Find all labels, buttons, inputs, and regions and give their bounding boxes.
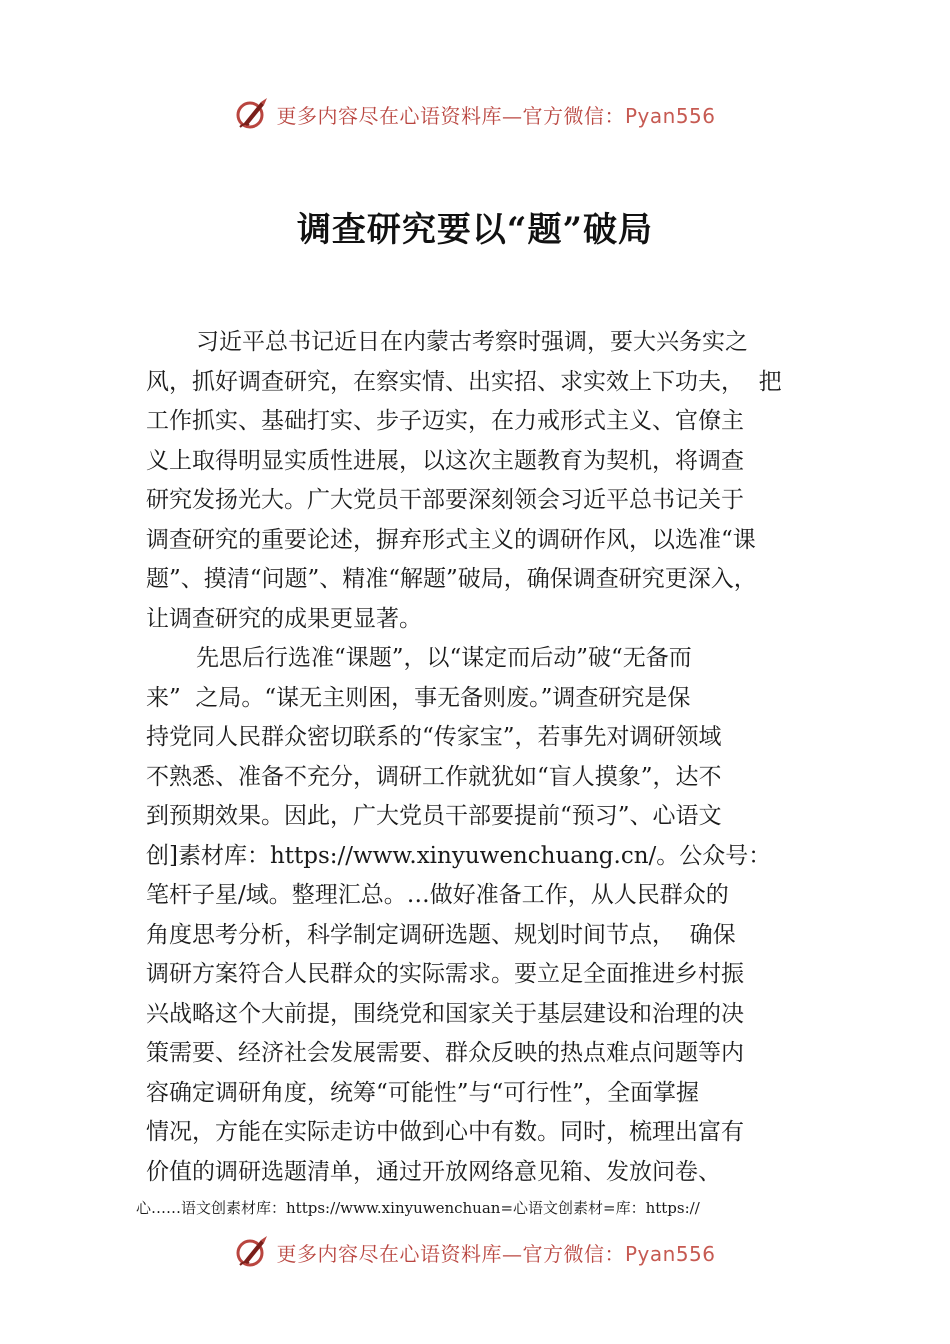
text-line: 情况，方能在实际走访中做到心中有数。同时，梳理出富有 (146, 1119, 744, 1145)
text-line: 调查研究的重要论述，摒弃形式主义的调研作风，以选准“课 (146, 526, 756, 553)
text-line: 题”、摸清“问题”、精准“解题”破局，确保调查研究更深入， (146, 566, 757, 592)
banner-text (276, 100, 715, 129)
text-line: 兴战略这个大前提，围绕党和国家关于基层建设和治理的决 (146, 1000, 744, 1027)
text-line: 创]素材库：https://www.xinyuwenchuang.cn/。公众号： (146, 842, 772, 869)
text-line: 让调查研究的成果更显著。 (146, 605, 422, 632)
quill-pen-logo-icon (234, 1234, 270, 1270)
document-body (146, 323, 828, 1192)
text-line: 风，抓好调查研究，在察实情、出实招、求实效上下功夫， 把 (146, 368, 782, 395)
text-line: 工作抓实、基础打实、步子迈实，在力戒形式主义、官僚主 (146, 408, 744, 434)
text-line: 先思后行选准“课题”，以“谋定而后动”破“无备而 (196, 645, 692, 671)
header-banner (0, 94, 950, 134)
text-line: 习近平总书记近日在内蒙古考察时强调，要大兴务实之 (196, 329, 748, 355)
footer-banner (0, 1232, 950, 1272)
text-line: 角度思考分析，科学制定调研选题、规划时间节点， 确保 (146, 921, 736, 948)
banner-main-text: 更多内容尽在心语资料库—官方微信： (276, 1241, 625, 1266)
text-line: 容确定调研角度，统筹“可能性”与“可行性”，全面掌握 (146, 1079, 700, 1106)
text-line: 调研方案符合人民群众的实际需求。要立足全面推进乡村振 (146, 961, 744, 987)
text-line: 不熟悉、准备不充分，调研工作就犹如“盲人摸象”，达不 (146, 763, 722, 790)
banner-wechat-id: Pyan556 (624, 103, 716, 128)
text-line: 笔杆子星/域。整理汇总。…做好准备工作，从人民群众的 (146, 882, 729, 908)
quill-pen-logo-icon (234, 96, 270, 132)
banner-wechat-id: Pyan556 (624, 1241, 716, 1266)
text-line: 研究发扬光大。广大党员干部要深刻领会习近平总书记关于 (146, 487, 744, 513)
banner-text (276, 1238, 715, 1267)
text-line: 到预期效果。因此，广大党员干部要提前“预习”、心语文 (146, 803, 722, 829)
banner-main-text: 更多内容尽在心语资料库—官方微信： (276, 103, 625, 128)
text-line: 持党同人民群众密切联系的“传家宝”，若事先对调研领域 (146, 724, 722, 750)
text-line: 来” 之局。“谋无主则困，事无备则废。”调查研究是保 (146, 684, 691, 711)
text-line: 义上取得明显实质性进展，以这次主题教育为契机，将调查 (146, 447, 744, 474)
footnote: 心……语文创素材库：https://www.xinyuwenchuan=心语文创素材=库：https:// (136, 1199, 700, 1217)
text-line: 价值的调研选题清单，通过开放网络意见箱、发放问卷、 (146, 1158, 721, 1185)
document-title: 调查研究要以“题”破局 (296, 210, 654, 250)
text-line: 策需要、经济社会发展需要、群众反映的热点难点问题等内 (146, 1040, 744, 1066)
